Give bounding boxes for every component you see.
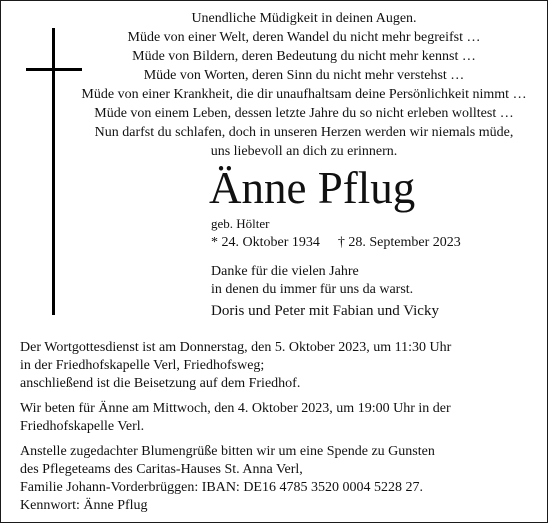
paragraph-line: Der Wortgottesdienst ist am Donnerstag, den 5. Oktober 2023, um 11:30 Uhr [20,340,452,355]
thanks-line: Danke für die vielen Jahre [211,264,359,279]
paragraph-line: in der Friedhofskapelle Verl, Friedhofsweg; [20,358,265,373]
prayer-paragraph [20,400,540,436]
donation-paragraph [20,443,540,515]
paragraph-line: Familie Johann-Vorderbrüggen: IBAN: DE16 4785 3520 0004 5228 27. [20,480,423,495]
funeral-service-paragraph [20,339,540,393]
thanks-text [211,263,413,299]
paragraph-line: anschließend ist die Beisetzung auf dem Friedhof. [20,376,301,391]
paragraph-line: des Pflegeteams des Caritas-Hauses St. Anna Verl, [20,462,303,477]
family-signature: Doris und Peter mit Fabian und Vicky [211,303,439,319]
poem-line: Unendliche Müdigkeit in deinen Augen. [191,11,417,26]
poem-line: Müde von Worten, deren Sinn du nicht mehr verstehst … [143,68,465,83]
deceased-name: Änne Pflug [209,163,416,213]
poem-line: Müde von einer Krankheit, die dir unaufhaltsam deine Persönlichkeit nimmt … [81,87,527,102]
paragraph-line: Friedhofskapelle Verl. [20,419,145,434]
poem-line: Müde von einem Leben, dessen letzte Jahre du so nicht erleben wolltest … [94,106,514,121]
birth-name: geb. Hölter [211,216,270,231]
poem-line: uns liebevoll an dich zu erinnern. [210,144,398,159]
thanks-line: in denen du immer für uns da warst. [211,282,414,297]
birth-date: * 24. Oktober 1934 [211,235,320,250]
paragraph-line: Kennwort: Änne Pflug [20,498,148,513]
poem-line: Müde von Bildern, deren Bedeutung du nicht mehr kennst … [132,49,476,64]
life-dates [211,234,461,252]
death-date: † 28. September 2023 [337,235,461,250]
poem-line: Nun darfst du schlafen, doch in unseren Herzen werden wir niemals müde, [94,125,514,140]
poem-line: Müde von einer Welt, deren Wandel du nicht mehr begreifst … [127,30,481,45]
paragraph-line: Wir beten für Änne am Mittwoch, den 4. Oktober 2023, um 19:00 Uhr in der [20,401,451,416]
paragraph-line: Anstelle zugedachter Blumengrüße bitten wir um eine Spende zu Gunsten [20,444,435,459]
poem [61,9,547,161]
cross-vertical-bar [52,28,55,315]
